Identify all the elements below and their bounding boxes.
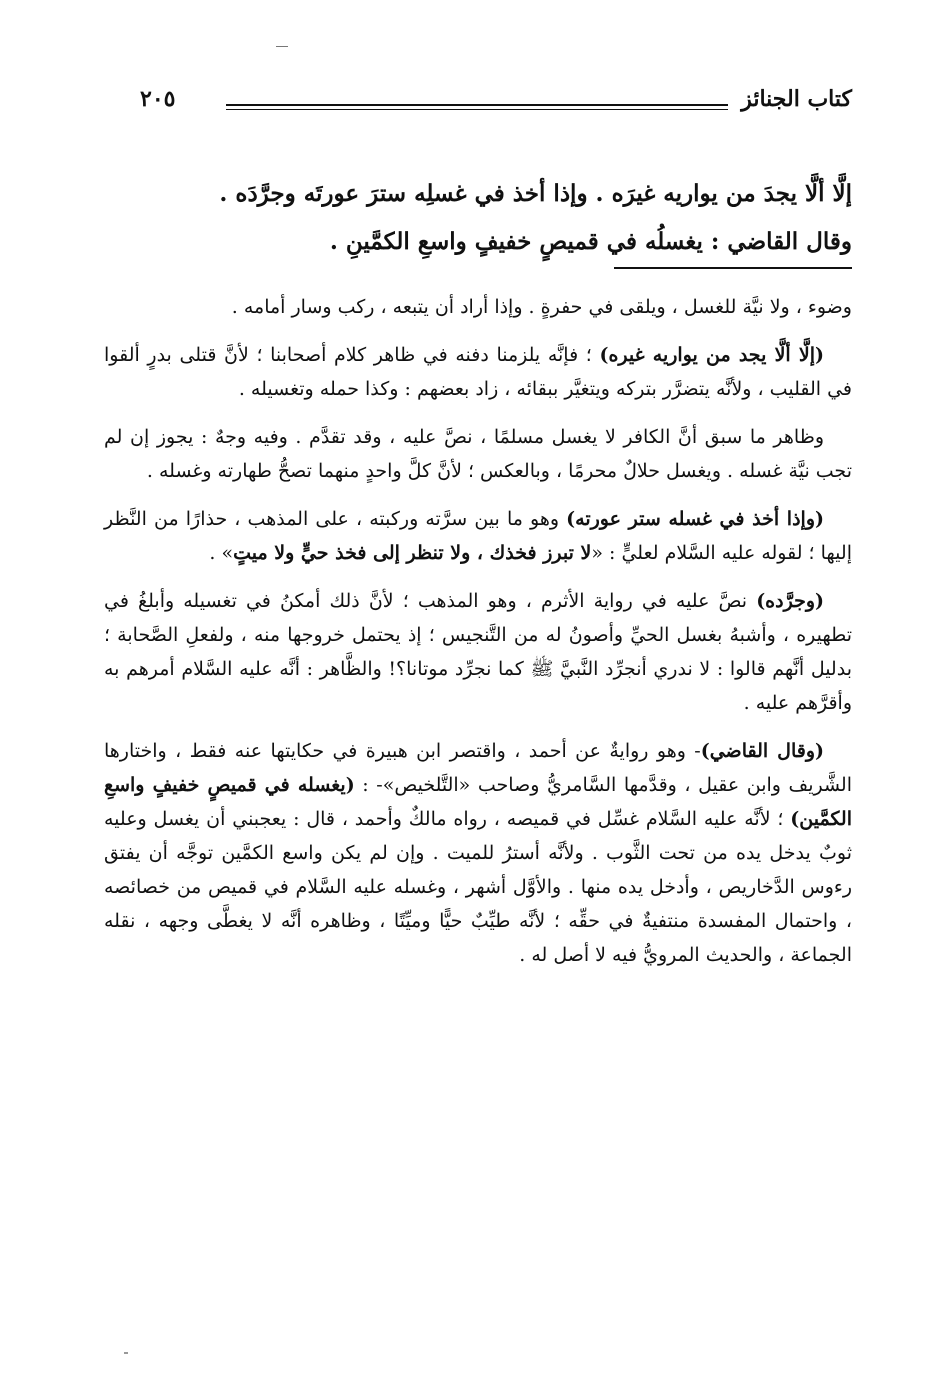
paragraph-text: وهو ما بين سرَّته وركبته ، على المذهب ، حذارًا من النَّظر إليها ؛ لقوله عليه السَّلام لعليٍّ : «: [104, 508, 852, 564]
scan-mark: [276, 46, 288, 47]
paragraph-text: وضوء ، ولا نيَّة للغسل ، ويلقى في حفرةٍ . وإذا أراد أن يتبعه ، ركب وسار أمامه .: [231, 296, 852, 318]
quoted-matn: (وإذا أخذ في غسله ستر عورته): [566, 508, 824, 530]
paragraph-5: [104, 584, 852, 720]
paragraph-2: [104, 338, 852, 406]
paragraph-text: » .: [209, 542, 234, 564]
matn-text: [100, 170, 852, 266]
quoted-matn: (وقال القاضي): [700, 740, 824, 762]
paragraph-6: [104, 734, 852, 972]
running-header: [140, 80, 852, 126]
header-rule: [226, 104, 728, 110]
matn-separator: [614, 267, 852, 269]
quoted-matn: (إلَّا ألَّا يجد من يواريه غيره): [599, 344, 824, 366]
commentary: [104, 290, 852, 986]
paragraph-text: ؛ لأنَّه عليه السَّلام غسِّل في قميصه ، رواه مالكٌ وأحمد ، قال : يعجبني أن يغسل وعليه ثوبٌ يدخل يده من تحت الثَّوب . ولأنَّه أسترُ للميت . وإن لم يكن واسع الكمَّين توجَّه أن يفتق رءوس الدَّخاريص ، وأدخل يده منها . والأوَّل أشهر ، وغسله عليه السَّلام في قميص من خصائصه ، واحتمال المفسدة منتفيةٌ في حقِّه ؛ لأنَّه طيِّبٌ حيًّا وميِّتًا ، وظاهره أنَّه لا يغطَّى وجهه ، نقله الجماعة ، والحديث المرويُّ فيه لا أصل له .: [104, 808, 852, 966]
paragraph-text: - وهو روايةٌ عن أحمد ، واقتصر ابن هبيرة في حكايتها عنه فقط ، واختارها الشَّريف وابن عقيل ، وقدَّمها السَّامريُّ وصاحب «التَّلخيص»- :: [104, 740, 852, 796]
matn-line-2: وقال القاضي : يغسلُه في قميصٍ خفيفٍ واسعِ الكمَّينِ .: [329, 228, 852, 255]
paragraph-3: [104, 420, 852, 488]
paragraph-1: [104, 290, 852, 324]
paragraph-text: نصَّ عليه في رواية الأثرم ، وهو المذهب ؛ لأنَّ ذلك أمكنُ في تغسيله وأبلغُ في تطهيره ، وأشبهُ بغسل الحيِّ وأصونُ له من التَّنجيس ؛ إذ يحتمل خروجها منه ، ولفعلِ الصَّحابة ؛ بدليل أنَّهم قالوا : لا ندري أنجرِّد النَّبيَّ ﷺ كما نجرِّد موتانا؟! والظَّاهر : أنَّه عليه السَّلام أمرهم به وأقرَّهم عليه .: [104, 590, 852, 714]
scan-mark: [124, 1352, 128, 1354]
paragraph-text: وظاهر ما سبق أنَّ الكافر لا يغسل مسلمًا ، نصَّ عليه ، وقد تقدَّم . وفيه وجهٌ : يجوز إن لم تجب نيَّة غسله . ويغسل حلالٌ محرمًا ، وبالعكس ؛ لأنَّ كلَّ واحدٍ منهما تصحُّ طهارته وغسله .: [104, 426, 852, 482]
paragraph-text: ؛ فإنَّه يلزمنا دفنه في ظاهر كلام أصحابنا ؛ لأنَّ قتلى بدرٍ ألقوا في القليب ، ولأنَّه يتضرَّر بتركه ويتغيَّر ببقائه ، زاد بعضهم : وكذا حمله وتغسيله .: [104, 344, 852, 400]
page-number: ٢٠٥: [140, 86, 176, 112]
hadith-quote: لا تبرز فخذك ، ولا تنظر إلى فخذ حيٍّ ولا ميتٍ: [233, 542, 592, 564]
paragraph-4: [104, 502, 852, 570]
matn-line-1: إلَّا ألَّا يجدَ من يواريه غيرَه . وإذا أخذ في غسلِه سترَ عورتَه وجرَّدَه .: [219, 180, 852, 207]
quoted-matn: (يغسله في قميصٍ خفيفٍ واسعِ الكمَّين): [104, 774, 852, 830]
chapter-title: كتاب الجنائز: [741, 86, 852, 112]
quoted-matn: (وجرَّده): [756, 590, 824, 612]
